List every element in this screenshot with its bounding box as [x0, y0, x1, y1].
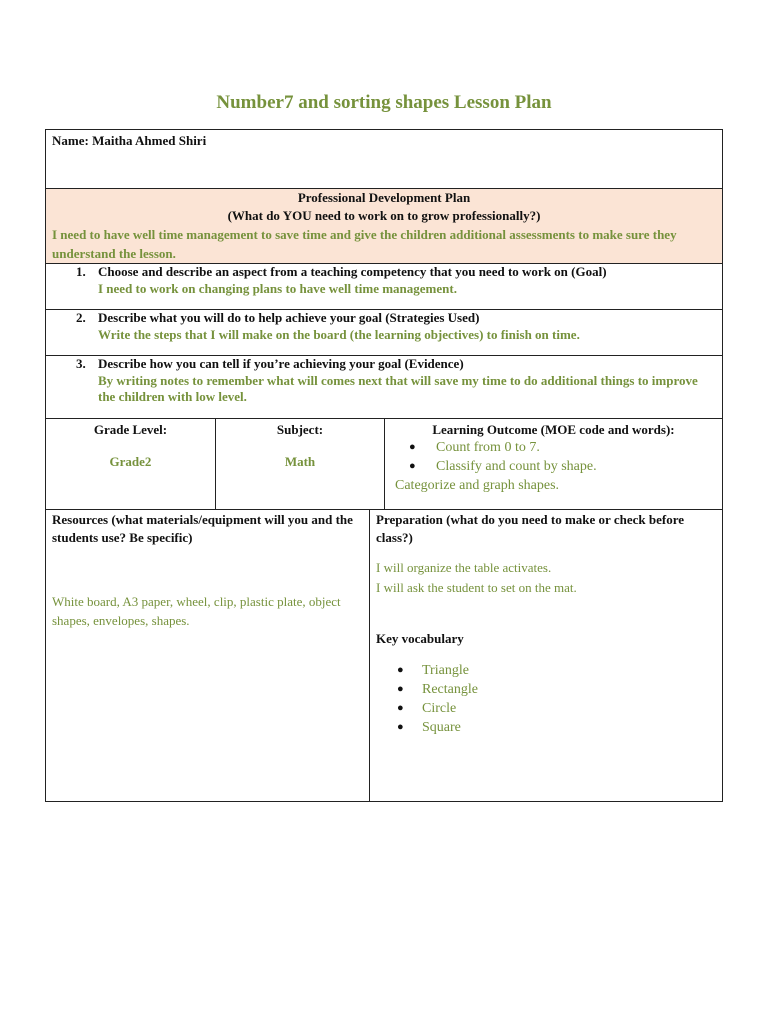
page-title: Number7 and sorting shapes Lesson Plan [216, 92, 552, 113]
list-item: ● Triangle [397, 663, 469, 678]
grade-cell [45, 418, 216, 510]
preparation-line-1: I will organize the table activates. [376, 560, 552, 575]
resources-value: White board, A3 paper, wheel, clip, plastic plate, object shapes, envelopes, shapes. [52, 594, 341, 628]
preparation-line-2: I will ask the student to set on the mat. [376, 580, 577, 595]
grade-label: Grade Level: [93, 422, 168, 437]
item-number: 2. [76, 310, 86, 325]
preparation-label: Preparation (what do you need to make or check before class?) [376, 512, 685, 545]
pdp-question: (What do YOU need to work on to grow professionally?) [227, 208, 541, 223]
item-answer: Write the steps that I will make on the board (the learning objectives) to finish on time. [98, 326, 580, 342]
pdp-section [45, 188, 723, 264]
outcome-label: Learning Outcome (MOE code and words): [432, 422, 675, 437]
item-answer: By writing notes to remember what will comes next that will save my time to do additional things to improve the children with low level. [98, 372, 698, 404]
subject-label: Subject: [276, 422, 324, 437]
goal-item-1 [45, 263, 723, 310]
subject-cell [215, 418, 385, 510]
pdp-heading: Professional Development Plan [297, 190, 471, 205]
vocab-label: Key vocabulary [376, 631, 464, 646]
list-item: ● Circle [397, 701, 457, 716]
list-item: ● Count from 0 to 7. [409, 440, 540, 455]
preparation-cell [369, 509, 723, 802]
item-number: 1. [76, 264, 86, 279]
grade-value: Grade2 [109, 454, 152, 469]
outcome-list [409, 438, 714, 476]
goal-item-2 [45, 309, 723, 356]
vocab-list [397, 661, 714, 737]
item-prompt: Describe what you will do to help achieve your goal (Strategies Used) [98, 310, 480, 325]
name-label: Name: Maitha Ahmed Shiri [52, 133, 207, 148]
item-prompt: Choose and describe an aspect from a teaching competency that you need to work on (Goal) [98, 264, 607, 279]
list-item: ● Square [397, 720, 461, 735]
resources-label: Resources (what materials/equipment will you and the students use? Be specific) [52, 512, 353, 545]
list-item: ● Rectangle [397, 682, 478, 697]
pdp-answer: I need to have well time management to save time and give the children additional assessments to make sure they understand the lesson. [52, 227, 677, 261]
item-number: 3. [76, 356, 86, 371]
resources-cell [45, 509, 370, 802]
subject-value: Math [284, 454, 316, 469]
item-answer: I need to work on changing plans to have well time management. [98, 280, 457, 296]
list-item: ● Classify and count by shape. [409, 459, 597, 474]
outcome-cell [384, 418, 723, 510]
goal-item-3 [45, 355, 723, 419]
item-prompt: Describe how you can tell if you’re achieving your goal (Evidence) [98, 356, 464, 371]
name-row [45, 129, 723, 189]
outcome-extra: Categorize and graph shapes. [395, 478, 560, 493]
